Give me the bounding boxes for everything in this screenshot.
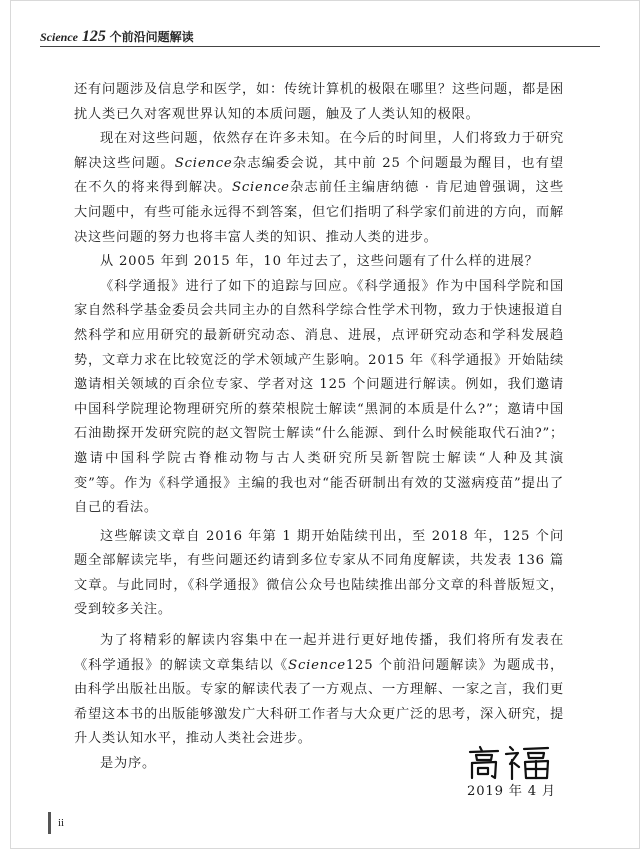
page-number: ii xyxy=(58,817,65,829)
paragraph-6-part-c: 125 个前沿问题解读》为题成书，由科学出版社出版。专家的解读代表了一方观点、一方理解、一家之言，我们更希望这本书的出版能够激发广大科研工作者与大众更广泛的思考，深入研究，提升人类认知水平，推动人类社会进步。 xyxy=(74,657,564,747)
paragraph-2-part-e: 杂志前任主编唐纳德 · 肯尼迪曾强调，这些大问题中，有些可能永远得不到答案，但它们指明了科学家们前进的方向，而解决这些问题的努力也将丰富人类的知识、推动人类的进步。 xyxy=(74,180,564,245)
paragraph-4: 《科学通报》进行了如下的追踪与回应。《科学通报》作为中国科学院和国家自然科学基金委员会共同主办的自然科学综合性学术刊物，致力于快速报道自然科学和应用研究的最新研究动态、消息、进展，点评研究动态和学科发展趋势，文章力求在比较宽泛的学术领域产生影响。2015 年《科学通报》开始陆续邀请相关领域的百余位专家、学者对这 125 个问题进行解读。例如，我们邀请中国科学院理论物理研究所的蔡荣根院士解读“黑洞的本质是什么?”；邀请中国石油勘探开发研究院的赵文智院士解读“什么能源、到什么时候能取代石油?”；邀请中国科学院古脊椎动物与古人类研究所吴新智院士解读“人种及其演变”等。作为《科学通报》主编的我也对“能否研制出有效的艾滋病疫苗”提出了自己的看法。 xyxy=(74,278,564,516)
paragraph-7: 是为序。 xyxy=(100,756,156,772)
header-series-en: Science xyxy=(40,30,78,44)
paragraph-2-science-1: Science xyxy=(174,155,233,171)
paragraph-2-part-a: 现在对这些问题，依然存在许多未知。在今后的时间里，人们将致力于研究解决这些问题。 xyxy=(74,131,564,171)
header-series-num: 125 xyxy=(81,28,106,45)
handwritten-signature xyxy=(466,744,556,780)
paragraph-3: 从 2005 年到 2015 年，10 年过去了，这些问题有了什么样的进展？ xyxy=(100,254,539,270)
preface-body xyxy=(74,78,564,777)
paragraph-6-part-a: 为了将精彩的解读内容集中在一起并进行更好地传播，我们将所有发表在《科学通报》的解读文章集结以《 xyxy=(74,633,564,673)
paragraph-6-science: Science xyxy=(288,657,346,673)
paragraph-2-part-c: 杂志编委会说，其中前 25 个问题最为醒目，也有望在不久的将来得到解决。 xyxy=(74,155,564,196)
paragraph-6 xyxy=(74,629,564,752)
running-header xyxy=(40,28,194,46)
header-rule xyxy=(40,46,600,47)
folio-bar xyxy=(48,812,51,834)
signature-date: 2019 年 4 月 xyxy=(467,784,556,799)
paragraph-2 xyxy=(74,127,564,250)
paragraph-1: 还有问题涉及信息学和医学，如：传统计算机的极限在哪里？这些问题，都是困扰人类已久对客观世界认知的本质问题，触及了人类认知的极限。 xyxy=(74,82,564,122)
paragraph-5: 这些解读文章自 2016 年第 1 期开始陆续刊出，至 2018 年，125 个问题全部解读完毕，有些问题还约请到多位专家从不同角度解读，共发表 136 篇文章。与此同时，《科学通报》微信公众号也陆续推出部分文章的科普版短文，受到较多关注。 xyxy=(74,528,564,618)
header-series-cn: 个前沿问题解读 xyxy=(109,30,194,44)
paragraph-2-science-2: Science xyxy=(232,180,290,196)
